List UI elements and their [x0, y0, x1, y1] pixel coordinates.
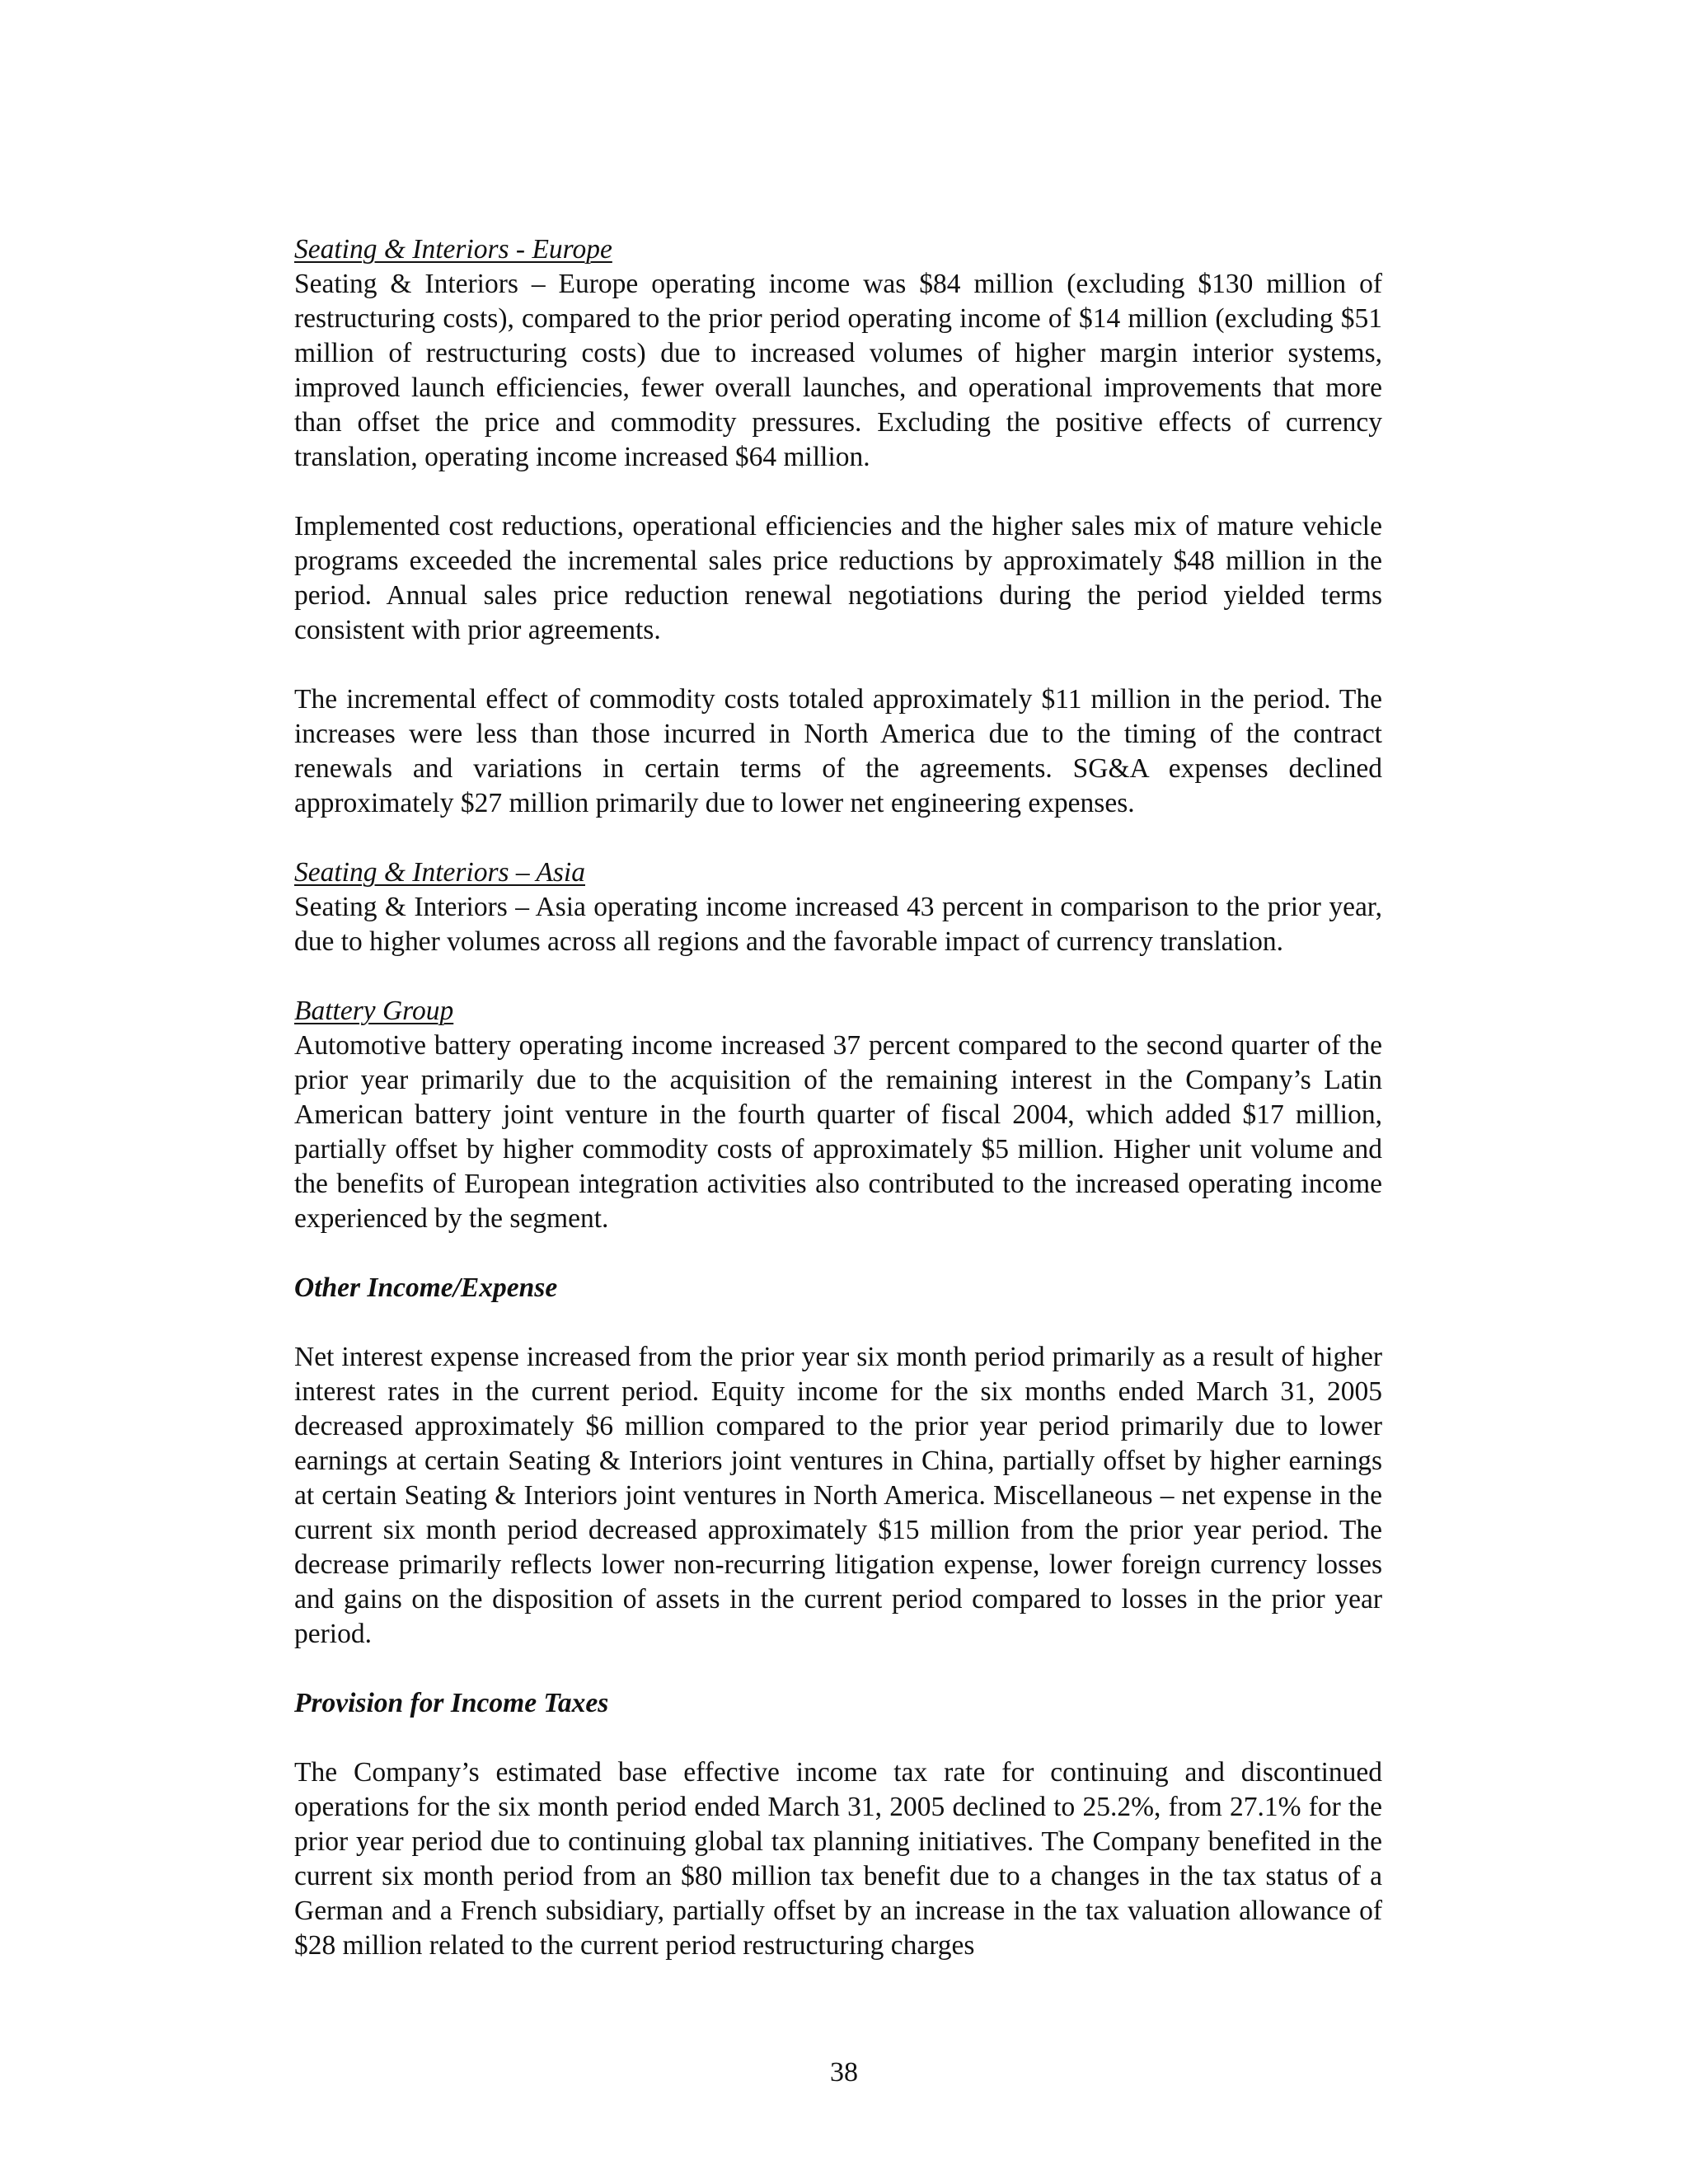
- section-heading-battery: Battery Group: [294, 996, 454, 1026]
- paragraph-other-income-expense: Net interest expense increased from the prior year six month period primarily as a result of higher interest rates in the current period. Equity income for the six months ended March 31, 2005 decreased approximately $6 million compared to the prior year period primarily due to lower earnings at certain Seating & Interiors joint ventures in China, partially offset by higher earnings at certain Seating & Interiors joint ventures in North America. Miscellaneous – net expense in the current six month period decreased approximately $15 million from the prior year period. The decrease primarily reflects lower non-recurring litigation expense, lower foreign currency losses and gains on the disposition of assets in the current period compared to losses in the prior year period.: [294, 1342, 1382, 1649]
- paragraph-europe-operating-income: Seating & Interiors – Europe operating income was $84 million (excluding $130 million of restructuring costs), compared to the prior period operating income of $14 million (excluding $51 million of restructuring costs) due to increased volumes of higher margin interior systems, improved launch efficiencies, fewer overall launches, and operational improvements that more than offset the price and commodity pressures. Excluding the positive effects of currency translation, operating income increased $64 million.: [294, 269, 1382, 472]
- paragraph-income-taxes: The Company’s estimated base effective income tax rate for continuing and discontinued operations for the six month period ended March 31, 2005 declined to 25.2%, from 27.1% for the prior year period due to continuing global tax planning initiatives. The Company benefited in the current six month period from an $80 million tax benefit due to a changes in the tax status of a German and a French subsidiary, partially offset by an increase in the tax valuation allowance of $28 million related to the current period restructuring charges: [294, 1757, 1382, 1961]
- section-heading-europe: Seating & Interiors - Europe: [294, 234, 612, 265]
- section-battery: [294, 994, 1382, 1236]
- section-asia: [294, 855, 1382, 959]
- paragraph-battery-operating-income: Automotive battery operating income increased 37 percent compared to the second quarter of the prior year primarily due to the acquisition of the remaining interest in the Company’s Latin American battery joint venture in the fourth quarter of fiscal 2004, which added $17 million, partially offset by higher commodity costs of approximately $5 million. Higher unit volume and the benefits of European integration activities also contributed to the increased operating income experienced by the segment.: [294, 1030, 1382, 1234]
- section-heading-other-income: Other Income/Expense: [294, 1272, 558, 1303]
- paragraph-europe-commodity-costs: The incremental effect of commodity costs totaled approximately $11 million in the period. The increases were less than those incurred in North America due to the timing of the contract renewals and variations in certain terms of the agreements. SG&A expenses declined approximately $27 million primarily due to lower net engineering expenses.: [294, 684, 1382, 818]
- section-heading-income-taxes: Provision for Income Taxes: [294, 1688, 609, 1718]
- page-number: 38: [830, 2057, 858, 2088]
- paragraph-europe-cost-reductions: Implemented cost reductions, operational efficiencies and the higher sales mix of mature vehicle programs exceeded the incremental sales price reductions by approximately $48 million in the period. Annual sales price reduction renewal negotiations during the period yielded terms consistent with prior agreements.: [294, 511, 1382, 645]
- section-heading-asia: Seating & Interiors – Asia: [294, 857, 585, 888]
- section-europe: [294, 232, 1382, 475]
- paragraph-asia-operating-income: Seating & Interiors – Asia operating income increased 43 percent in comparison to the prior year, due to higher volumes across all regions and the favorable impact of currency translation.: [294, 892, 1382, 957]
- document-page: [294, 232, 1382, 1998]
